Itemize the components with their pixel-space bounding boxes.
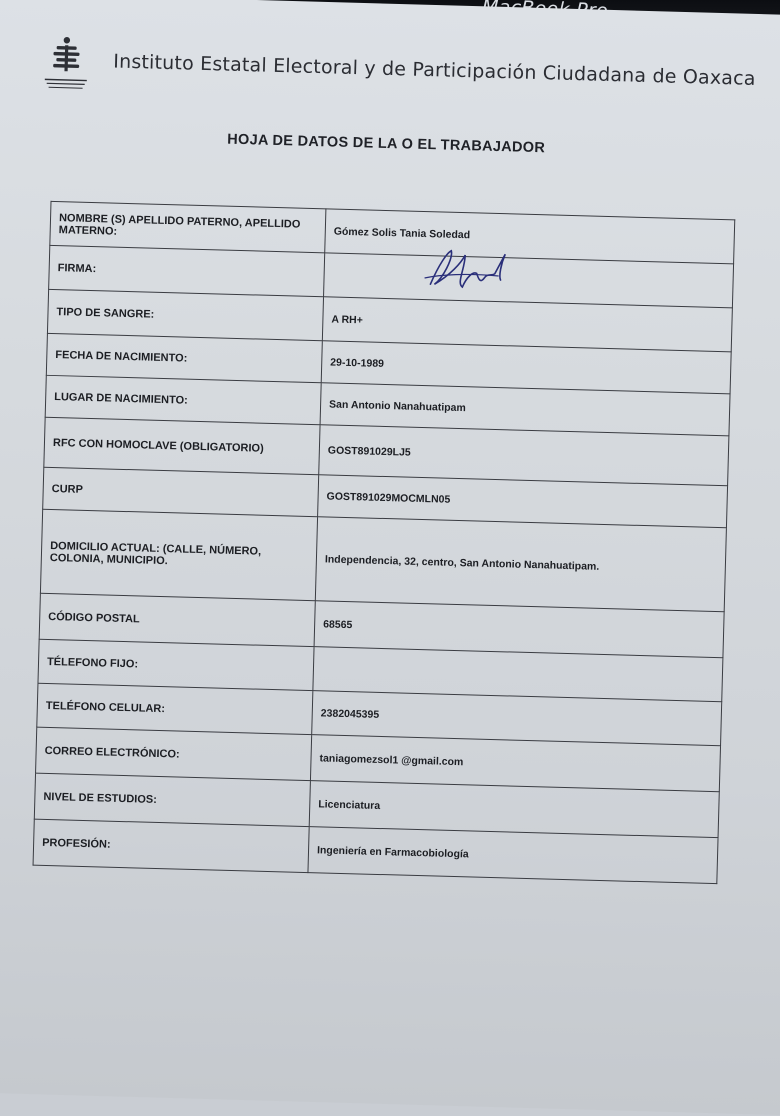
email-value: taniagomezsol1 @gmail.com [310,735,720,792]
postal-code-label: CÓDIGO POSTAL [39,593,315,646]
email-label: CORREO ELECTRÓNICO: [36,727,312,780]
birth-place-label: LUGAR DE NACIMIENTO: [45,375,321,424]
address-value: Independencia, 32, centro, San Antonio Nanahuatipam. [315,517,726,612]
landline-label: TÉLEFONO FIJO: [38,639,314,690]
institute-name: Instituto Estatal Electoral y de Participación Ciudadana de Oaxaca [113,50,756,90]
birth-date-label: FECHA DE NACIMIENTO: [46,333,322,382]
rfc-label: RFC CON HOMOCLAVE (OBLIGATORIO) [44,417,320,474]
signature-label: FIRMA: [49,245,325,296]
rfc-value: GOST891029LJ5 [319,425,729,486]
birth-place-value: San Antonio Nanahuatipam [320,383,730,436]
name-value: Gómez Solis Tania Soledad [325,209,735,264]
document-title: HOJA DE DATOS DE LA O EL TRABAJADOR [227,131,546,157]
worker-data-form [33,201,736,884]
profession-label: PROFESIÓN: [33,819,309,872]
address-label: DOMICILIO ACTUAL: (CALLE, NÚMERO, COLONIA, MUNICIPIO. [40,509,317,600]
blood-type-value: A RH+ [322,297,732,352]
name-label: NOMBRE (S) APELLIDO PATERNO, APELLIDO MATERNO: [50,201,326,252]
curp-value: GOST891029MOCMLN05 [318,475,728,528]
handwritten-signature-icon [420,244,511,298]
mobile-value: 2382045395 [312,691,722,746]
postal-code-value: 68565 [314,601,724,658]
profession-value: Ingeniería en Farmacobiología [308,827,718,884]
institute-logo-icon [38,35,96,94]
blood-type-label: TIPO DE SANGRE: [47,289,323,340]
education-value: Licenciatura [309,781,719,838]
curp-label: CURP [43,467,319,516]
education-label: NIVEL DE ESTUDIOS: [34,773,310,826]
mobile-label: TELÉFONO CELULAR: [37,683,313,734]
birth-date-value: 29-10-1989 [321,341,731,394]
